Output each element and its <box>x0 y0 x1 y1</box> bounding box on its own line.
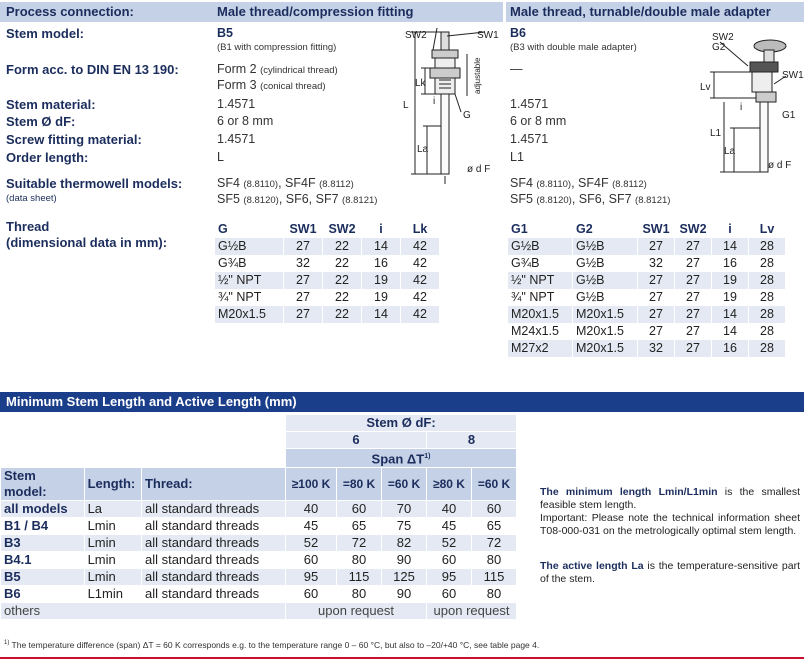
footer-rule <box>0 657 804 659</box>
min-length-cell: B3 <box>1 535 84 551</box>
b6-thread-cell: 28 <box>749 255 785 272</box>
b6-thread-cell: 16 <box>712 340 748 357</box>
label-order-length: Order length: <box>6 150 89 165</box>
b5-th-sw1: SW1 <box>289 222 317 236</box>
b6-thread-cell: G½B <box>573 255 637 272</box>
min-length-cell: 60 <box>337 501 381 517</box>
b5-thread-cell: 27 <box>284 238 322 255</box>
min-length-cell: 80 <box>351 552 367 568</box>
b5-th-lk: Lk <box>412 222 428 236</box>
b6-thread-cell: 27 <box>638 238 674 255</box>
min-length-cell: 60 <box>303 552 319 568</box>
b6-th-g2: G2 <box>576 222 593 236</box>
label-stem-d: Stem Ø dF: <box>6 114 76 129</box>
b5-thread-cell: 22 <box>323 255 361 272</box>
b6-l1-label: L1 <box>710 128 722 139</box>
b5-thread-cell: 42 <box>401 238 439 255</box>
stem-d-header: Stem Ø dF: <box>286 415 516 431</box>
d6-header: 6 <box>286 432 426 448</box>
upon-request-8: upon request <box>427 603 516 619</box>
b6-thermowell-2: SF5 (8.8120), SF6, SF7 (8.8121) <box>510 192 671 206</box>
b6-thread-cell: G½B <box>573 272 637 289</box>
b5-thread-cell: 42 <box>401 272 439 289</box>
b6-g2-label: G2 <box>712 42 726 53</box>
b5-th-i: i <box>379 222 383 236</box>
b5-thermowell-1: SF4 (8.8110), SF4F (8.8112) <box>217 176 354 190</box>
b5-thread-cell: 19 <box>362 272 400 289</box>
b5-thread-cell: 22 <box>323 272 361 289</box>
b5-thread-cell: ¾" NPT <box>215 289 283 306</box>
b5-thread-cell: G½B <box>215 238 283 255</box>
b5-thread-row <box>215 272 439 289</box>
min-length-row <box>1 535 516 551</box>
b6-thread-cell: 27 <box>638 323 674 340</box>
min-length-cell: 52 <box>286 535 336 551</box>
b6-df-label: ø d F <box>768 160 792 171</box>
b5-th-g: G <box>218 222 228 236</box>
b5-thread-cell: 27 <box>284 306 322 323</box>
label-data-sheet: (data sheet) <box>6 193 57 204</box>
b5-thread-cell: 42 <box>401 289 439 306</box>
b5-thread-table <box>214 221 440 323</box>
b6-thread-cell: 14 <box>712 323 748 340</box>
min-length-cell: 80 <box>486 552 502 568</box>
b6-i-label: i <box>740 102 743 113</box>
b5-thread-cell: M20x1.5 <box>215 306 283 323</box>
note-important: Important: Please note the technical information sheet T08-000-031 on the metrologically optimal stem length. <box>540 512 800 537</box>
label-stem-material: Stem material: <box>6 97 96 112</box>
upon-request-6: upon request <box>286 603 426 619</box>
b6-thread-cell: M27x2 <box>508 340 572 357</box>
min-length-cell: 60 <box>441 552 457 568</box>
header-b5: Male thread/compression fitting <box>213 2 503 22</box>
min-length-cell: 60 <box>303 586 319 602</box>
b6-thread-cell: M20x1.5 <box>508 306 572 323</box>
min-length-cell: B1 / B4 <box>4 518 49 534</box>
min-length-row <box>1 501 516 517</box>
b5-model-sub: (B1 with compression fitting) <box>217 42 337 53</box>
b6-sw2-label: SW2 <box>712 32 734 43</box>
min-length-row <box>1 552 516 568</box>
min-length-cell: 80 <box>486 586 502 602</box>
min-length-cell: 52 <box>427 535 471 551</box>
b5-thread-cell: 27 <box>284 272 322 289</box>
col-60k: =60 K <box>382 468 426 500</box>
min-length-cell: 72 <box>337 535 381 551</box>
b6-order-length: L1 <box>510 150 524 164</box>
min-length-cell: all standard threads <box>142 535 285 551</box>
b5-df-label: ø d F <box>467 164 491 175</box>
b5-thread-row <box>215 289 439 306</box>
b5-thread-cell: 42 <box>401 306 439 323</box>
min-length-cell: 82 <box>382 535 426 551</box>
b6-thread-cell: 28 <box>749 340 785 357</box>
min-length-cell: 115 <box>472 569 516 585</box>
b6-thread-cell: 27 <box>638 272 674 289</box>
min-length-cell: 75 <box>396 518 412 534</box>
b5-th-sw2: SW2 <box>328 222 356 236</box>
b6-thread-row <box>508 340 785 357</box>
b6-la-label: La <box>724 146 736 157</box>
b6-thread-cell: 14 <box>712 238 748 255</box>
min-length-cell: Lmin <box>85 535 141 551</box>
label-thread-dim: (dimensional data in mm): <box>6 235 168 250</box>
b5-adjustable-label: adjustable <box>473 57 482 94</box>
b6-thread-cell: 27 <box>675 323 711 340</box>
min-length-cell: 70 <box>382 501 426 517</box>
min-length-cell: all standard threads <box>144 518 260 534</box>
col-length: Length: <box>85 468 141 500</box>
min-length-cell: all standard threads <box>144 586 260 602</box>
b6-thread-cell: 27 <box>675 272 711 289</box>
b6-thread-cell: G½B <box>573 238 637 255</box>
min-length-cell: 125 <box>382 569 426 585</box>
b6-thread-table <box>507 221 786 357</box>
b6-model-sub: (B3 with double male adapter) <box>510 42 637 53</box>
label-screw-material: Screw fitting material: <box>6 132 142 147</box>
min-section-title: Minimum Stem Length and Active Length (mm) <box>0 392 804 412</box>
header-b6: Male thread, turnable/double male adapter <box>506 2 804 22</box>
min-length-cell: 65 <box>486 518 502 534</box>
col-80k: =80 K <box>337 468 381 500</box>
b6-thread-row <box>508 323 785 340</box>
min-length-row <box>1 586 516 602</box>
b6-thread-cell: 27 <box>675 255 711 272</box>
b6-thread-cell: 27 <box>638 306 674 323</box>
b6-thread-cell: M20x1.5 <box>573 340 637 357</box>
min-length-cell: B4.1 <box>4 552 32 568</box>
min-length-cell: L1min <box>87 586 123 602</box>
footnote: $^{1)}$ The temperature difference (span) ΔT = 60 K corresponds e.g. to the temperature range 0 – 60 °C, but also to –20/+40 °C, see table page 4. <box>4 640 540 650</box>
min-length-cell: 90 <box>396 586 412 602</box>
note-min-length: The minimum length Lmin/L1min is the smallest feasible stem length. <box>540 486 800 511</box>
b5-thread-cell: 42 <box>401 255 439 272</box>
min-length-cell: 80 <box>351 586 367 602</box>
min-length-cell: all standard threads <box>144 552 260 568</box>
min-length-cell: 60 <box>472 501 516 517</box>
b6-thread-cell: 28 <box>749 323 785 340</box>
b6-thread-cell: M20x1.5 <box>573 323 637 340</box>
b6-thread-row <box>508 272 785 289</box>
b5-thread-cell: 16 <box>362 255 400 272</box>
b6-thread-cell: G¾B <box>508 255 572 272</box>
d8-header: 8 <box>427 432 516 448</box>
min-length-cell: all standard threads <box>142 569 285 585</box>
b6-g1-label: G1 <box>782 110 796 121</box>
label-thread: Thread <box>6 219 50 234</box>
b5-thread-cell: 22 <box>323 289 361 306</box>
b6-thread-row <box>508 306 785 323</box>
b5-form3: Form 3 (conical thread) <box>217 78 326 92</box>
b6-thread-cell: 28 <box>749 272 785 289</box>
b6-thread-cell: 27 <box>675 238 711 255</box>
b6-dimension-diagram <box>690 28 804 188</box>
col-stem-model: Stem model: <box>1 468 84 500</box>
b6-thread-cell: 32 <box>638 255 674 272</box>
b6-stem-d: 6 or 8 mm <box>510 114 567 128</box>
label-form: Form acc. to DIN EN 13 190: <box>6 62 179 77</box>
b6-thread-cell: G½B <box>573 289 637 306</box>
b5-g-label: G <box>463 110 471 121</box>
b5-model: B5 <box>217 26 233 40</box>
min-length-cell: Lmin <box>85 569 141 585</box>
b6-thread-row <box>508 238 785 255</box>
b5-thread-cell: 22 <box>323 306 361 323</box>
b6-thread-cell: G½B <box>508 238 572 255</box>
b6-thread-cell: 27 <box>675 340 711 357</box>
min-length-cell: 115 <box>337 569 381 585</box>
min-length-cell: 40 <box>286 501 336 517</box>
b6-lv-label: Lv <box>700 82 711 93</box>
col-80k-8: ≥80 K <box>427 468 471 500</box>
min-length-cell: 60 <box>441 586 457 602</box>
b5-thread-cell: 32 <box>284 255 322 272</box>
col-100k: ≥100 K <box>286 468 336 500</box>
col-60k-8: =60 K <box>472 468 516 500</box>
min-length-cell: 45 <box>441 518 457 534</box>
b5-thread-row <box>215 306 439 323</box>
label-thermowell: Suitable thermowell models: <box>6 176 183 191</box>
min-length-cell: B5 <box>1 569 84 585</box>
b5-thread-row <box>215 238 439 255</box>
b6-thread-row <box>508 255 785 272</box>
b5-order-length: L <box>217 150 224 164</box>
col-thread: Thread: <box>142 468 285 500</box>
min-length-cell: all standard threads <box>142 501 285 517</box>
note-active-length: The active length La is the temperature-sensitive part of the stem. <box>540 560 800 585</box>
b6-thread-cell: 28 <box>749 289 785 306</box>
label-stem-model: Stem model: <box>6 26 85 41</box>
b6-th-sw2: SW2 <box>679 222 707 236</box>
b5-thread-cell: 14 <box>362 306 400 323</box>
b6-thread-cell: ½" NPT <box>508 272 572 289</box>
b5-sw1-label: SW1 <box>477 30 499 41</box>
b5-thread-cell: 27 <box>284 289 322 306</box>
b5-thread-cell: ½" NPT <box>215 272 283 289</box>
b6-thread-cell: 19 <box>712 272 748 289</box>
others-label: others <box>1 603 285 619</box>
b6-thread-cell: 27 <box>675 289 711 306</box>
b6-thread-cell: 27 <box>675 306 711 323</box>
b6-thread-cell: 16 <box>712 255 748 272</box>
b6-model: B6 <box>510 26 526 40</box>
min-length-cell: La <box>85 501 141 517</box>
min-length-cell: Lmin <box>87 552 116 568</box>
min-length-cell: 65 <box>351 518 367 534</box>
b6-th-sw1: SW1 <box>642 222 670 236</box>
min-length-cell: 95 <box>427 569 471 585</box>
b5-form2: Form 2 (cylindrical thread) <box>217 62 338 76</box>
b6-thread-cell: 32 <box>638 340 674 357</box>
b5-sw2-label: SW2 <box>405 30 427 41</box>
b6-th-g1: G1 <box>511 222 528 236</box>
b5-i-label: i <box>433 96 436 107</box>
b5-la-label: La <box>417 144 429 155</box>
b5-l-label: L <box>403 100 409 111</box>
min-length-row <box>1 518 516 534</box>
b6-thread-cell: 28 <box>749 306 785 323</box>
b5-stem-d: 6 or 8 mm <box>217 114 274 128</box>
header-process-connection: Process connection: <box>0 2 216 22</box>
b5-thread-cell: 14 <box>362 238 400 255</box>
min-length-cell: 40 <box>427 501 471 517</box>
b6-thread-cell: ¾" NPT <box>508 289 572 306</box>
b6-thread-cell: M24x1.5 <box>508 323 572 340</box>
min-length-cell: B6 <box>4 586 21 602</box>
b5-thread-cell: 22 <box>323 238 361 255</box>
min-length-row <box>1 569 516 585</box>
min-length-cell: 45 <box>303 518 319 534</box>
b5-screw: 1.4571 <box>217 132 256 146</box>
b5-thermowell-2: SF5 (8.8120), SF6, SF7 (8.8121) <box>217 192 378 206</box>
b6-thread-cell: 27 <box>638 289 674 306</box>
b5-lk-label: Lk <box>415 78 426 89</box>
b6-stem-material: 1.4571 <box>510 97 549 111</box>
min-length-cell: 95 <box>286 569 336 585</box>
b6-sw1-label: SW1 <box>782 70 804 81</box>
b6-screw: 1.4571 <box>510 132 549 146</box>
b5-stem-material: 1.4571 <box>217 97 256 111</box>
b6-form: — <box>510 62 523 76</box>
b6-thread-cell: 14 <box>712 306 748 323</box>
b5-thread-row <box>215 255 439 272</box>
min-length-cell: 72 <box>472 535 516 551</box>
b6-thread-cell: 28 <box>749 238 785 255</box>
min-length-cell: Lmin <box>87 518 116 534</box>
min-length-cell: 90 <box>396 552 412 568</box>
b6-th-lv: Lv <box>759 222 775 236</box>
b6-thread-row <box>508 289 785 306</box>
b6-th-i: i <box>728 222 732 236</box>
b5-dimension-diagram <box>385 26 505 186</box>
b6-thread-cell: 19 <box>712 289 748 306</box>
b6-thermowell-1: SF4 (8.8110), SF4F (8.8112) <box>510 176 647 190</box>
min-length-table <box>0 414 517 620</box>
min-length-cell: all models <box>1 501 84 517</box>
b6-thread-cell: M20x1.5 <box>573 306 637 323</box>
b5-thread-cell: 19 <box>362 289 400 306</box>
span-header: Span ΔT$^{1)}$ <box>286 449 516 467</box>
b5-thread-cell: G¾B <box>215 255 283 272</box>
